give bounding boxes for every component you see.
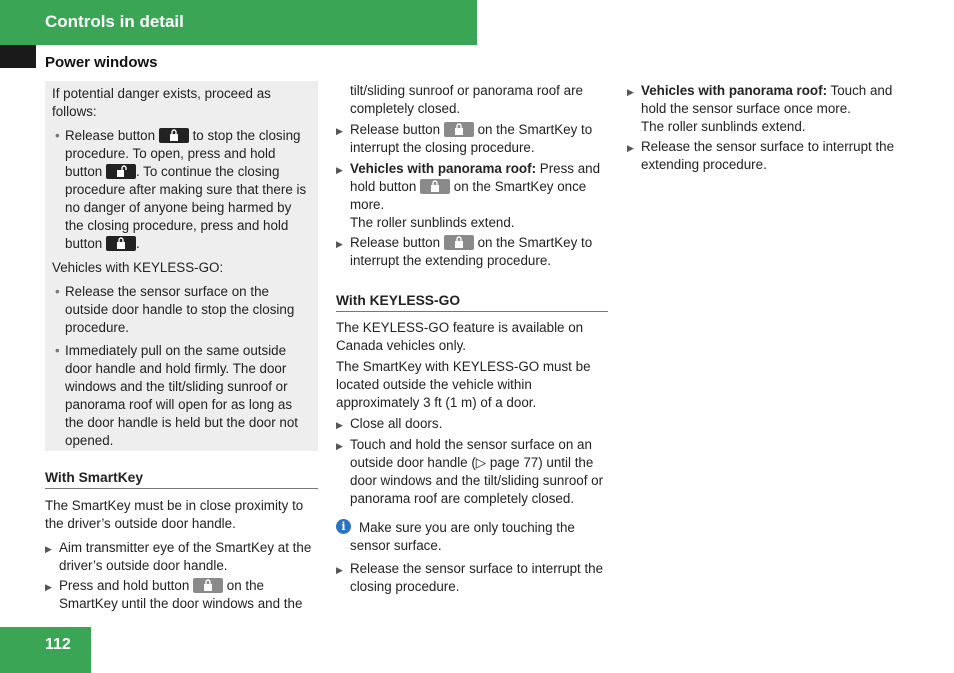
step-arrow-icon: ▶ [336, 126, 343, 136]
warning-bullet-2: • Release the sensor surface on the outside door handle to stop the closing procedure. [55, 284, 295, 335]
step-arrow-icon: ▶ [45, 544, 52, 554]
step-arrow-icon: ▶ [45, 582, 52, 592]
unlock-key-icon [106, 164, 136, 179]
keyless-go-info-note: Make sure you are only touching the sensor surface. [350, 520, 575, 553]
keyless-go-step-1: ▶ Close all doors. [336, 415, 608, 433]
step-arrow-icon: ▶ [336, 239, 343, 249]
section-marker [0, 45, 36, 68]
warning-keyless-label: Vehicles with KEYLESS-GO: [52, 260, 224, 275]
lock-key-icon [159, 128, 189, 143]
keyless-go-heading: With KEYLESS-GO [336, 293, 608, 312]
step-arrow-icon: ▶ [627, 143, 634, 153]
warning-bullet-3: • Immediately pull on the same outside door handle and hold firmly. The door windows and the tilt/sliding sunroof or panorama roof will open for as long as the door handle is held but the door not opened. [55, 343, 299, 448]
col3-step-release: ▶ Release the sensor surface to interrupt the extending procedure. [627, 139, 895, 172]
keyless-go-step-2: ▶ Touch and hold the sensor surface on an outside door handle (▷ page 77) until the door windows and the tilt/sliding sunroof or panorama roof are completely closed. [336, 437, 604, 506]
info-icon: i [336, 519, 351, 534]
smartkey-intro: The SmartKey must be in close proximity to the driver’s outside door handle. [45, 498, 304, 531]
col2-step-release-extend: ▶ Release button on the SmartKey to interrupt the extending procedure. [336, 235, 593, 268]
smartkey-heading: With SmartKey [45, 470, 318, 489]
col2-step-release: ▶ Release button on the SmartKey to interrupt the closing procedure. [336, 122, 593, 155]
col2-continuation: tilt/sliding sunroof or panorama roof are completely closed. [350, 83, 583, 116]
step-arrow-icon: ▶ [627, 87, 634, 97]
lock-key-icon [420, 179, 450, 194]
chapter-title: Controls in detail [45, 12, 184, 31]
step-arrow-icon: ▶ [336, 565, 343, 575]
lock-key-icon [193, 578, 223, 593]
keyless-go-intro: The KEYLESS-GO feature is available on Canada vehicles only. [336, 320, 584, 353]
smartkey-step-2: ▶ Press and hold button on the SmartKey until the door windows and the [45, 578, 303, 611]
warning-bullet-1: • Release button to stop the closing procedure. To open, press and hold button . To continue the closing procedure after making sure that there is no danger of anyone being harmed by the closing procedure, press and hold button . [55, 128, 307, 251]
warning-intro: If potential danger exists, proceed as follows: [52, 86, 271, 119]
step-arrow-icon: ▶ [336, 165, 343, 175]
step-arrow-icon: ▶ [336, 441, 343, 451]
section-title: Power windows [45, 54, 158, 71]
col2-step-panorama: ▶ Vehicles with panorama roof: Press and hold button on the SmartKey once more. The roller sunblinds extend. [336, 161, 601, 230]
lock-key-icon [444, 122, 474, 137]
lock-key-icon [106, 236, 136, 251]
page-number: 112 [45, 636, 71, 653]
lock-key-icon [444, 235, 474, 250]
keyless-go-range: The SmartKey with KEYLESS-GO must be located outside the vehicle within approximately 3 ft (1 m) of a door. [336, 359, 591, 410]
smartkey-step-1: ▶ Aim transmitter eye of the SmartKey at the driver’s outside door handle. [45, 540, 312, 573]
step-arrow-icon: ▶ [336, 420, 343, 430]
col3-step-panorama: ▶ Vehicles with panorama roof: Touch and hold the sensor surface once more. The roller sunblinds extend. [627, 83, 893, 134]
keyless-go-step-3: ▶ Release the sensor surface to interrupt the closing procedure. [336, 561, 604, 594]
